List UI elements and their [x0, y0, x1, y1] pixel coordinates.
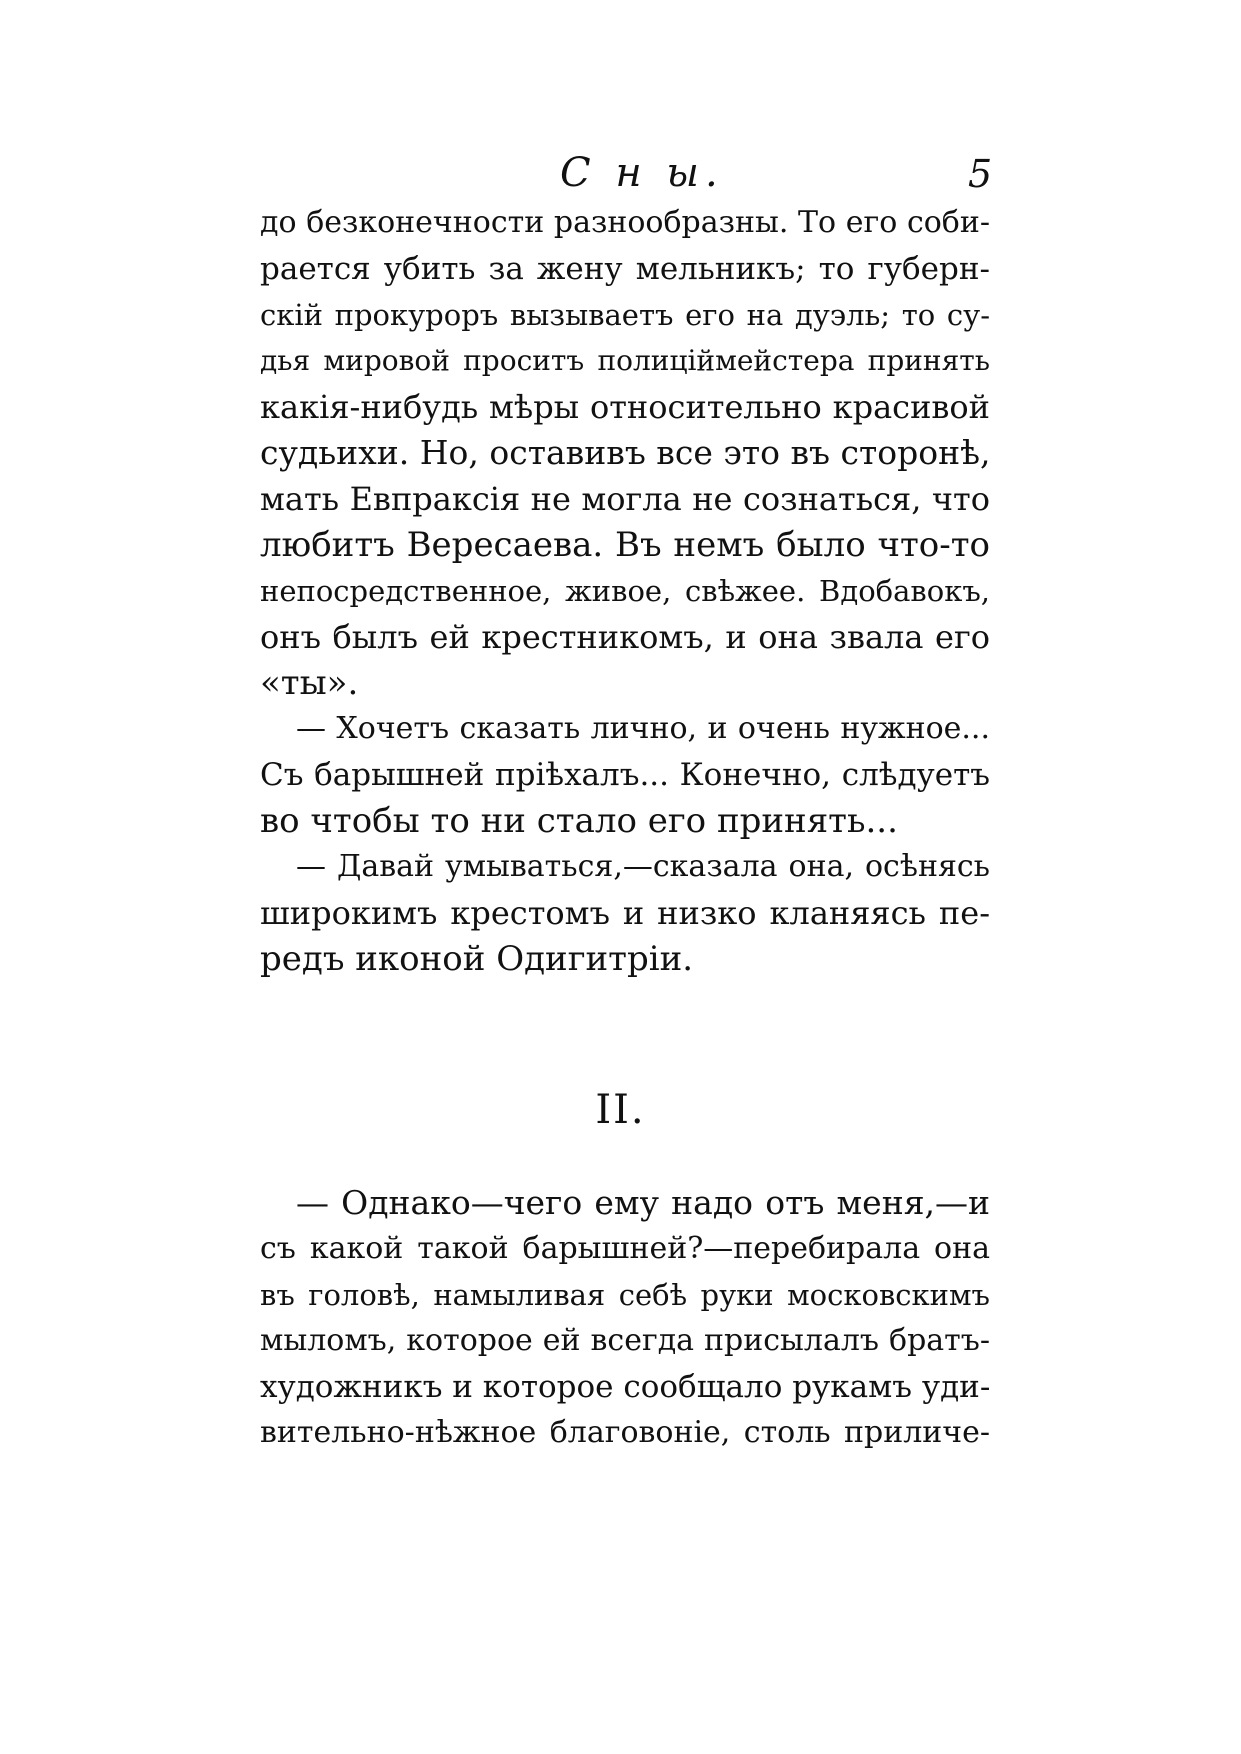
text-line: редъ иконой Одигитріи. [260, 939, 694, 979]
text-line: съ какой такой барышней?—перебирала она [260, 1231, 990, 1266]
text-line: художникъ и которое сообщало рукамъ уди- [260, 1369, 991, 1405]
text-line: какія-нибудь мѣры относительно красивой [260, 388, 990, 426]
text-line: вительно-нѣжное благовоніе, столь приличе- [260, 1415, 990, 1450]
text-line: до безконечности разнообразны. То его соби- [260, 205, 990, 240]
text-line: дья мировой проситъ полиціймейстера принять [260, 344, 990, 377]
text-line: любитъ Вересаева. Въ немъ было что-то [260, 525, 990, 565]
section-heading: II. [595, 1087, 646, 1133]
text-line: онъ былъ ей крестникомъ, и она звала его [260, 618, 990, 656]
text-line: скій прокуроръ вызываетъ его на дуэль; то су- [260, 298, 990, 332]
text-line: «ты». [260, 663, 359, 703]
text-line: Съ барышней пріѣхалъ... Конечно, слѣдуетъ [260, 757, 990, 793]
running-head: С н ы. [560, 150, 724, 196]
text-line: судьихи. Но, оставивъ все это въ сторонѣ, [260, 433, 991, 472]
page-number: 5 [968, 152, 993, 196]
text-line: — Однако—чего ему надо отъ меня,—и [296, 1183, 990, 1222]
text-line: мыломъ, которое ей всегда присылалъ братъ- [260, 1323, 990, 1358]
text-line: непосредственное, живое, свѣжее. Вдобавокъ, [260, 574, 990, 608]
text-line: рается убить за жену мельникъ; то губерн- [260, 251, 990, 287]
text-line: во чтобы то ни стало его принять... [260, 801, 898, 841]
text-line: мать Евпраксія не могла не сознаться, что [260, 480, 990, 518]
text-line: въ головѣ, намыливая себѣ руки московскимъ [260, 1278, 990, 1312]
text-line: — Давай умываться,—сказала она, осѣнясь [296, 849, 990, 884]
text-line: широкимъ крестомъ и низко кланяясь пе- [260, 894, 990, 932]
section-one-text [260, 200, 990, 982]
text-line: — Хочетъ сказать лично, и очень нужное... [296, 711, 990, 746]
section-two-text [260, 1180, 990, 1456]
